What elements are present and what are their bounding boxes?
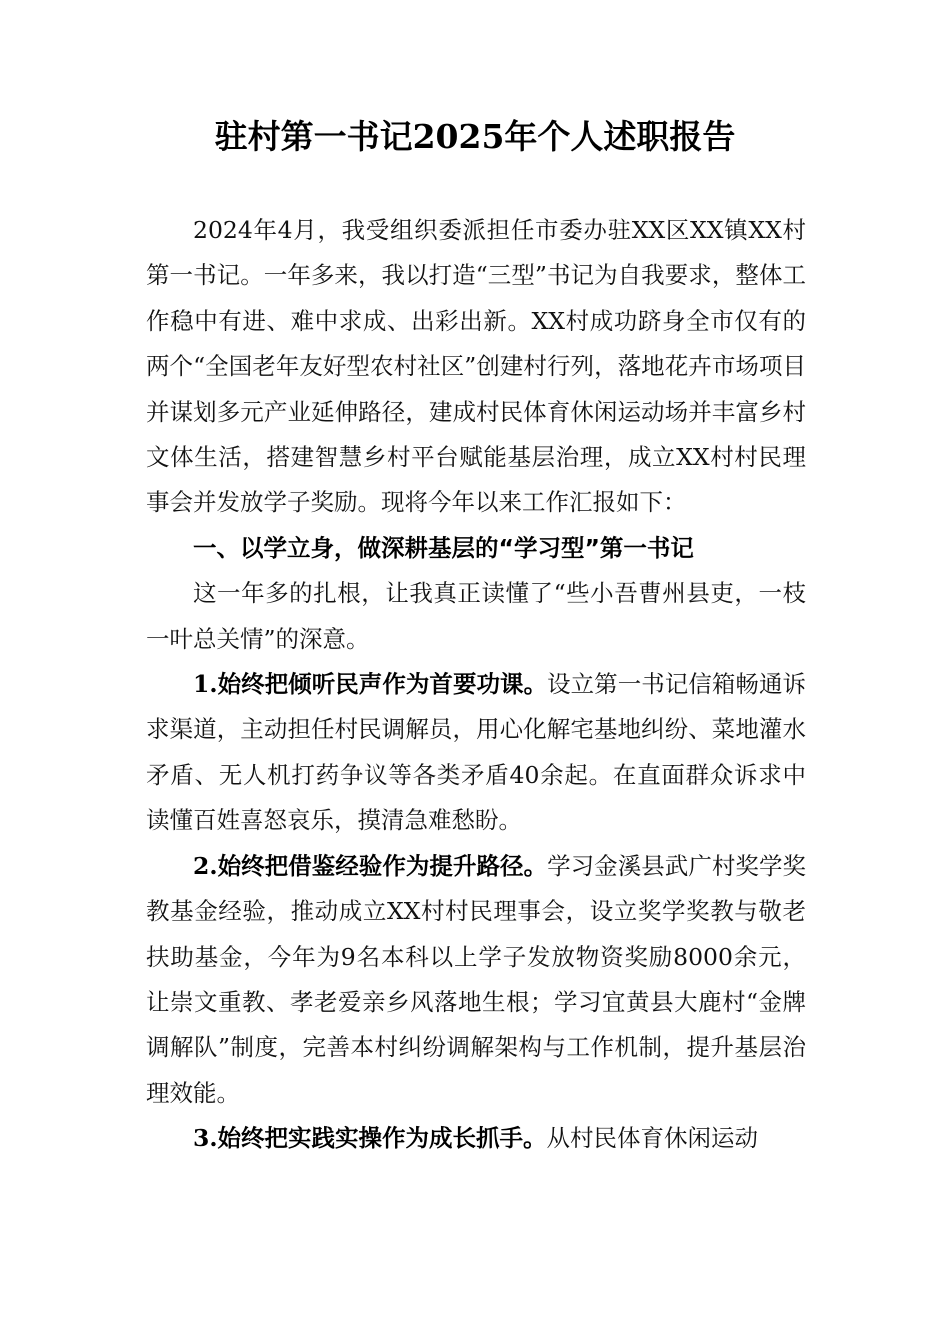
intro-paragraph: 2024年4月，我受组织委派担任市委办驻XX区XX镇XX村第一书记。一年多来，我以打造“三型”书记为自我要求，整体工作稳中有进、难中求成、出彩出新。XX村成功跻身全市仅有的两个“全国老年友好型农村社区”创建村行列，落地花卉市场项目并谋划多元产业延伸路径，建成村民体育休闲运动场并丰富乡村文体生活，搭建智慧乡村平台赋能基层治理，成立XX村村民理事会并发放学子奖励。现将今年以来工作汇报如下： [146,216,806,517]
item-lead: 2.始终把借鉴经验作为提升路径。 [193,851,548,880]
document-body [146,208,806,1162]
list-item [146,662,806,844]
item-text: 学习金溪县武广村奖学奖教基金经验，推动成立XX村村民理事会，设立奖学奖教与敬老扶助基金，今年为9名本科以上学子发放物资奖励8000余元，让崇文重教、孝老爱亲乡风落地生根；学习宜黄县大鹿村“金牌调解队”制度，完善本村纠纷调解架构与工作机制，提升基层治理效能。 [146,851,806,1107]
item-lead: 1.始终把倾听民声作为首要功课。 [193,670,548,699]
list-item [146,1116,806,1161]
item-text: 从村民体育休闲运动 [546,1124,759,1153]
document-title: 驻村第一书记2025年个人述职报告 [214,117,736,156]
item-text: 设立第一书记信箱畅通诉求渠道，主动担任村民调解员，用心化解宅基地纠纷、菜地灌水矛盾、无人机打药争议等各类矛盾40余起。在直面群众诉求中读懂百姓喜怒哀乐，摸清急难愁盼。 [146,670,806,835]
item-lead: 3.始终把实践实操作为成长抓手。 [193,1124,547,1153]
list-item [146,844,806,1116]
section-heading: 一、以学立身，做深耕基层的“学习型”第一书记 [193,533,694,562]
section-intro-paragraph: 这一年多的扎根，让我真正读懂了“些小吾曹州县吏，一枝一叶总关情”的深意。 [146,579,806,653]
